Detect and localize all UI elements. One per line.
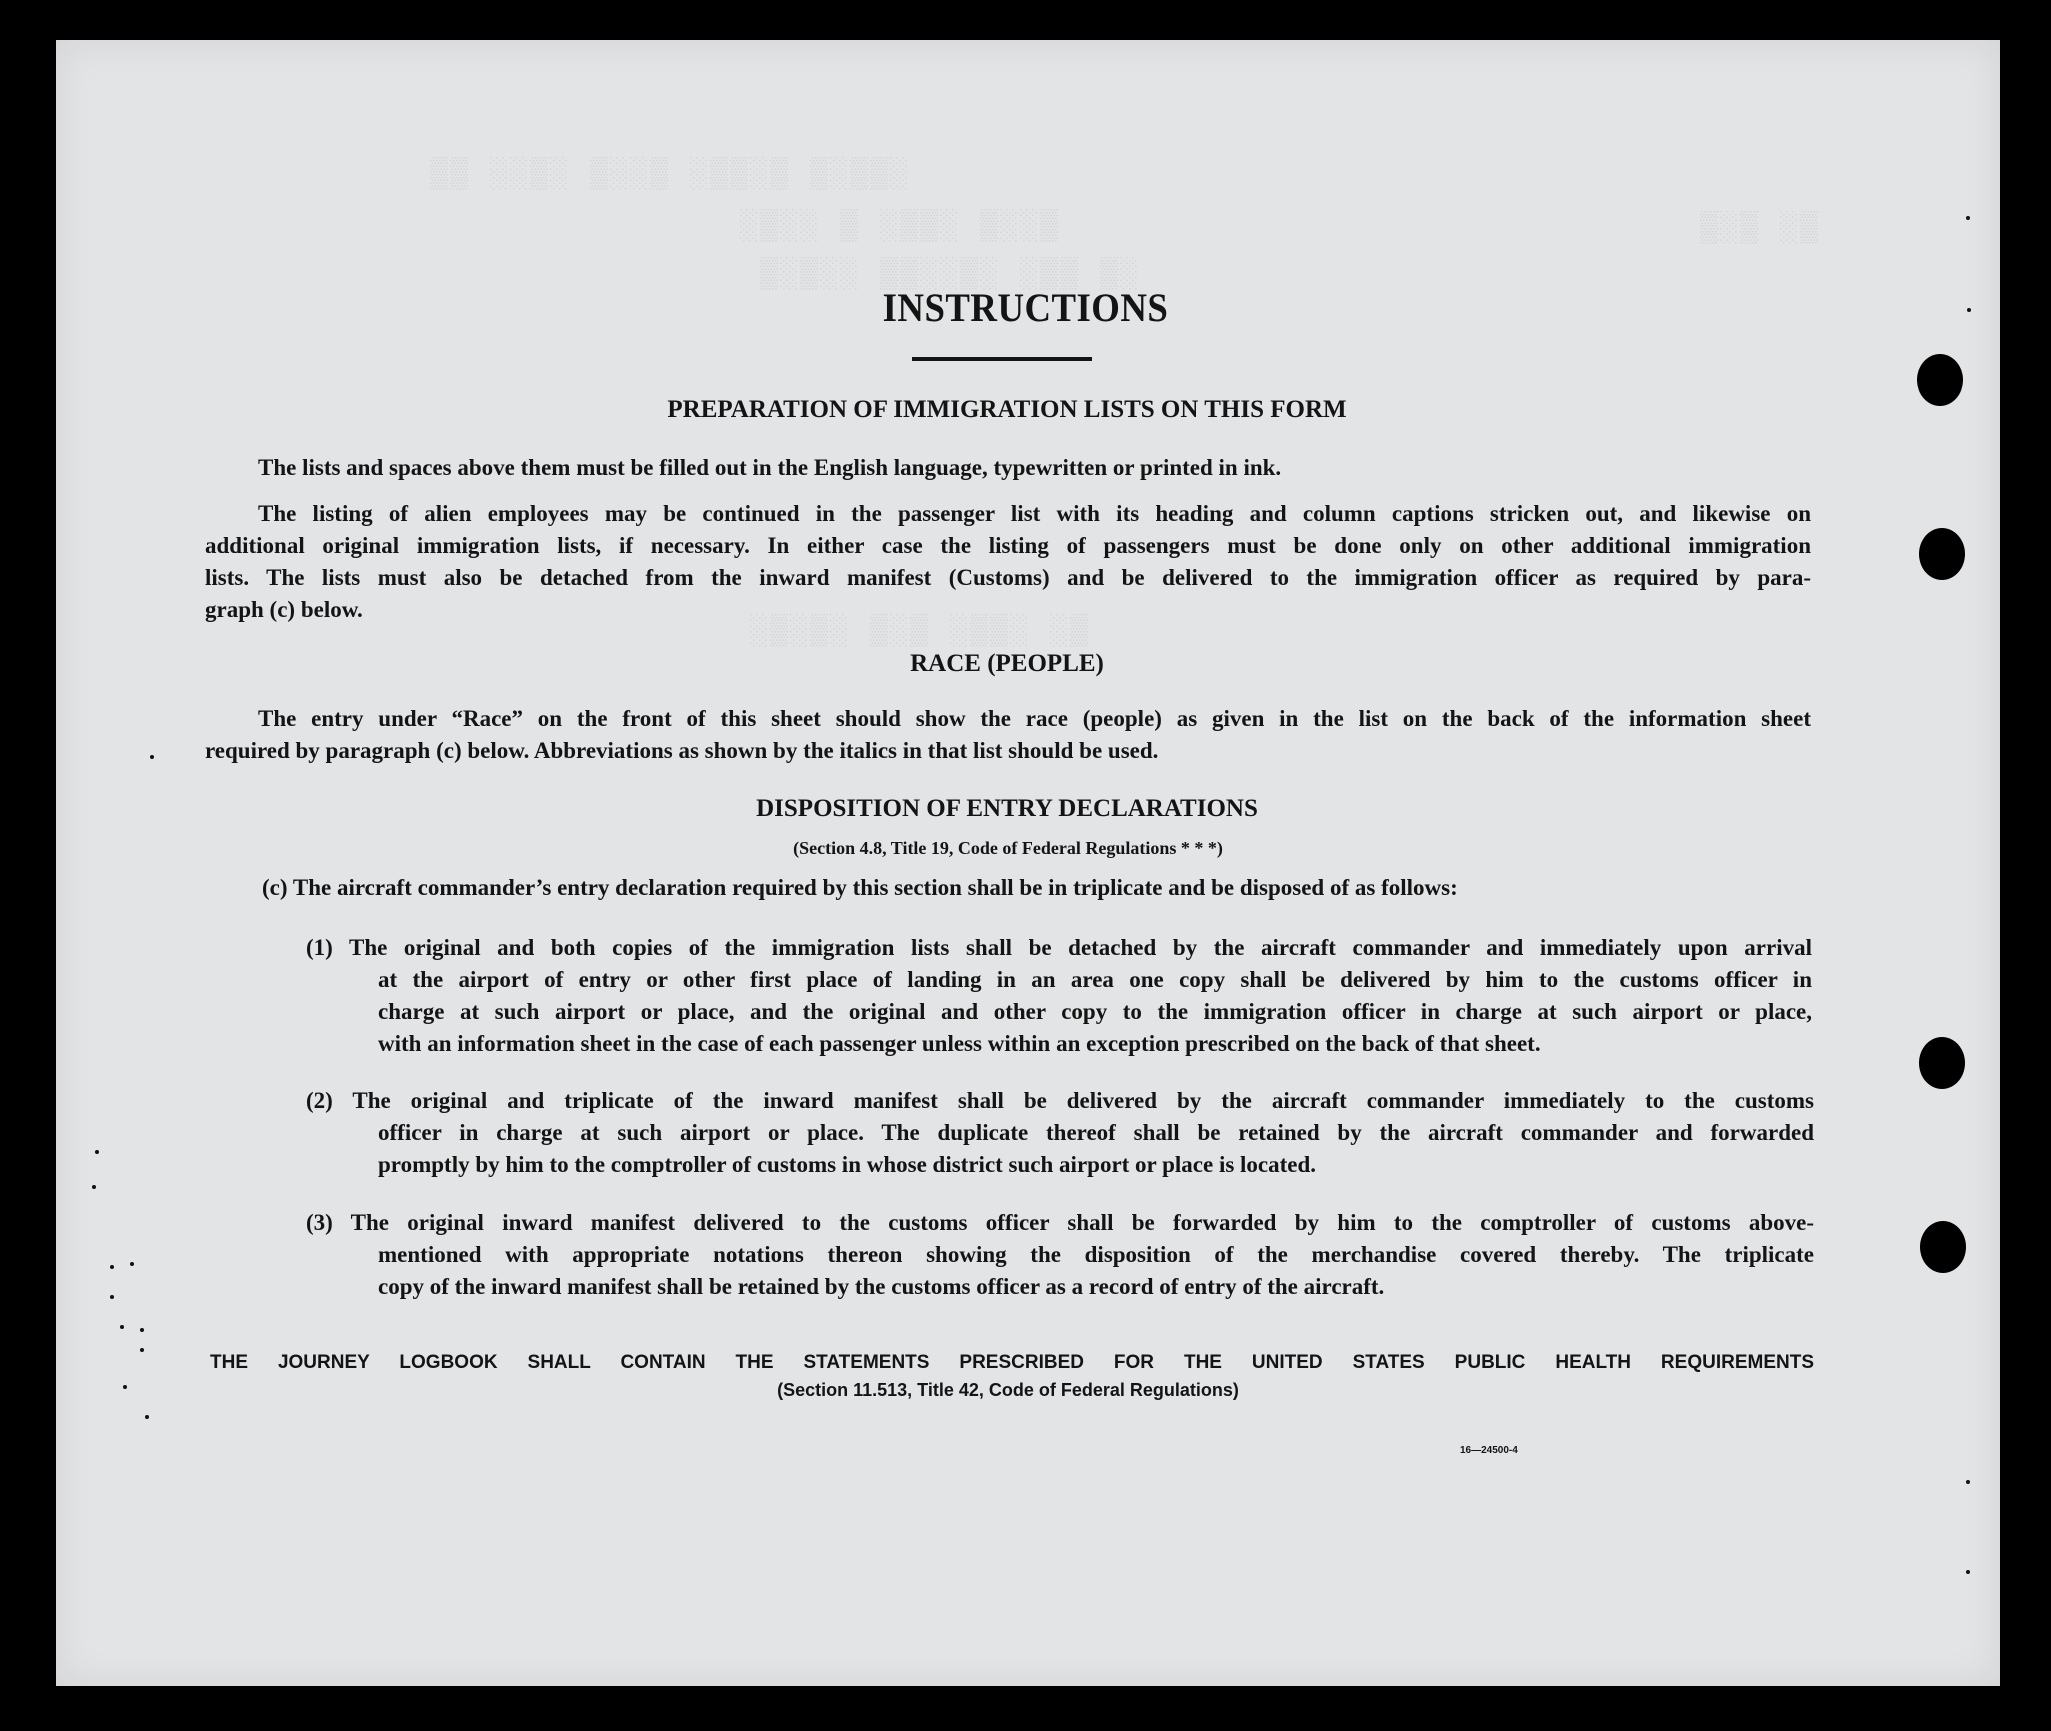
page-title: INSTRUCTIONS	[882, 285, 1169, 330]
speck	[92, 1185, 96, 1189]
paragraph-preparation-1: The lists and spaces above them must be filled out in the English language, typewritten or printed in ink.	[258, 455, 1282, 480]
title-underline	[912, 357, 1092, 361]
paragraph-line: The entry under “Race” on the front of this sheet should show the race (people) as given in the list on the back of the information sheet	[258, 706, 1811, 731]
speck	[1966, 216, 1970, 220]
paragraph-line: graph (c) below.	[205, 597, 363, 622]
bleed-through-1: ​▒▒ ░░▒░ ▒░░▒ ░▒▒░▒ ▒░▒▒░	[430, 158, 911, 192]
list-item-3	[306, 1207, 1814, 1303]
paragraph-line: at the airport of entry or other first place of landing in an area one copy shall be delivered by him to the customs officer in	[378, 967, 1812, 992]
bleed-through-5: ​░▒░▒░ ▒░▒ ░▒▒░ ░▒	[750, 615, 1091, 649]
section-heading-race: RACE (PEOPLE)	[910, 650, 1104, 677]
form-number: 16—24500-4	[1460, 1445, 1518, 1456]
bleed-through-3: ​▒░▒░░ ▒▒░░▒░ ░▒▒ ▒░	[760, 258, 1141, 292]
paragraph-line: copy of the inward manifest shall be retained by the customs officer as a record of entry of the aircraft.	[378, 1274, 1385, 1299]
paragraph-line: lists. The lists must also be detached from the inward manifest (Customs) and be delivered to the immigration officer as required by para-	[205, 565, 1811, 590]
bleed-through-4: ​▒░▒ ░▒	[1700, 212, 1821, 246]
speck	[150, 755, 154, 759]
speck	[130, 1262, 134, 1266]
paragraph-line: required by paragraph (c) below. Abbreviations as shown by the italics in that list should be used.	[205, 738, 1159, 763]
paragraph-line: mentioned with appropriate notations thereon showing the disposition of the merchandise covered thereby. The triplicate	[378, 1242, 1814, 1267]
paragraph-line: (2) The original and triplicate of the inward manifest shall be delivered by the aircraft commander immediately to the customs	[306, 1088, 1814, 1113]
speck	[95, 1150, 99, 1154]
footer-line: THE JOURNEY LOGBOOK SHALL CONTAIN THE STATEMENTS PRESCRIBED FOR THE UNITED STATES PUBLIC HEALTH REQUIREMENTS	[210, 1352, 1814, 1373]
list-item-1	[306, 932, 1812, 1060]
section-heading-disposition: DISPOSITION OF ENTRY DECLARATIONS	[756, 795, 1258, 822]
paragraph-line: promptly by him to the comptroller of customs in whose district such airport or place is located.	[378, 1152, 1317, 1177]
footer-requirements	[210, 1349, 1814, 1377]
list-item-2	[306, 1085, 1814, 1181]
paragraph-line: charge at such airport or place, and the original and other copy to the immigration officer in charge at such airport or place,	[378, 999, 1812, 1024]
punch-hole-4	[1920, 1221, 1966, 1273]
punch-hole-3	[1919, 1037, 1965, 1089]
speck	[110, 1295, 114, 1299]
section-citation: (Section 4.8, Title 19, Code of Federal Regulations * * *)	[793, 838, 1223, 858]
paragraph-race	[205, 703, 1811, 767]
paragraph-line: additional original immigration lists, if necessary. In either case the listing of passengers must be done only on other additional immigration	[205, 533, 1811, 558]
speck	[145, 1415, 149, 1419]
paragraph-line: (1) The original and both copies of the immigration lists shall be detached by the aircraft commander and immediately upon arrival	[306, 935, 1812, 960]
speck	[1966, 1480, 1970, 1484]
speck	[120, 1325, 124, 1329]
speck	[110, 1265, 114, 1269]
punch-hole-2	[1919, 528, 1965, 580]
paragraph-line: The listing of alien employees may be continued in the passenger list with its heading and column captions stricken out, and likewise on	[258, 501, 1811, 526]
paragraph-line: with an information sheet in the case of each passenger unless within an exception prescribed on the back of that sheet.	[378, 1031, 1541, 1056]
speck	[140, 1328, 144, 1332]
paragraph-line: (3) The original inward manifest delivered to the customs officer shall be forwarded by him to the comptroller of customs above-	[306, 1210, 1814, 1235]
paragraph-line: officer in charge at such airport or place. The duplicate thereof shall be retained by the aircraft commander and forwarded	[378, 1120, 1814, 1145]
footer-citation: (Section 11.513, Title 42, Code of Federal Regulations)	[777, 1380, 1239, 1400]
speck	[1966, 1570, 1970, 1574]
speck	[140, 1348, 144, 1352]
paragraph-disposition-intro: (c) The aircraft commander’s entry declaration required by this section shall be in triplicate and be disposed of as follows:	[262, 875, 1458, 900]
paragraph-preparation-2	[205, 498, 1811, 626]
bleed-through-2: ​░▒░░ ▒ ░▒▒░ ▒░░▒	[740, 210, 1061, 244]
section-heading-preparation: PREPARATION OF IMMIGRATION LISTS ON THIS FORM	[667, 396, 1347, 423]
